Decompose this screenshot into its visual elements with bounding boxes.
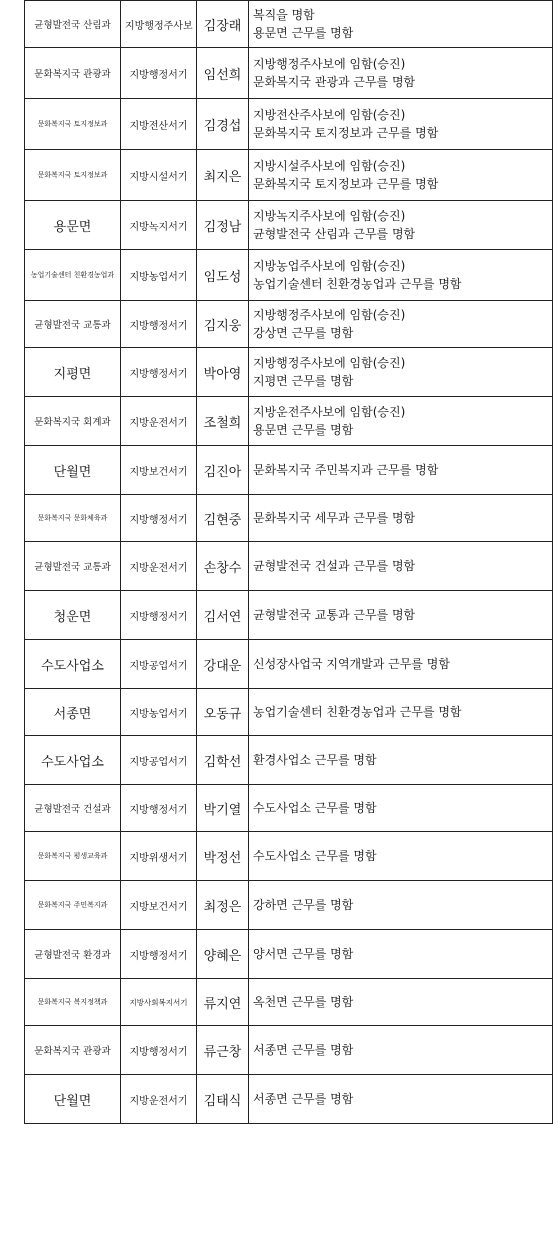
order-cell (249, 150, 553, 201)
name-cell: 오동규 (197, 689, 249, 736)
grade-cell: 지방공업서기 (121, 736, 197, 785)
current-dept-cell: 용문면 (25, 201, 121, 250)
table-row (25, 542, 553, 591)
current-dept-cell: 단월면 (25, 446, 121, 495)
name-cell: 양혜은 (197, 930, 249, 979)
order-line: 균형발전국 산림과 근무를 명함 (253, 227, 416, 241)
grade-cell: 지방행정서기 (121, 591, 197, 640)
table-row (25, 930, 553, 979)
order-line: 수도사업소 근무를 명함 (253, 801, 377, 815)
grade-cell: 지방사회복지서기 (121, 979, 197, 1026)
order-line: 지방행정주사보에 임함(승진) (253, 308, 406, 322)
order-line: 지방운전주사보에 임함(승진) (253, 405, 406, 419)
order-cell (249, 881, 553, 930)
name-cell: 류지연 (197, 979, 249, 1026)
order-cell (249, 832, 553, 881)
order-line: 서종면 근무를 명함 (253, 1092, 354, 1106)
order-line: 균형발전국 교통과 근무를 명함 (253, 608, 416, 622)
order-line: 지평면 근무를 명함 (253, 374, 354, 388)
order-cell (249, 397, 553, 446)
order-line: 지방행정주사보에 임함(승진) (253, 356, 406, 370)
name-cell: 최지은 (197, 150, 249, 201)
grade-cell: 지방공업서기 (121, 640, 197, 689)
name-cell: 강대운 (197, 640, 249, 689)
order-line: 문화복지국 토지정보과 근무를 명함 (253, 126, 439, 140)
grade-cell: 지방운전서기 (121, 397, 197, 446)
name-cell: 김정남 (197, 201, 249, 250)
order-line: 지방시설주사보에 임함(승진) (253, 159, 406, 173)
order-line: 용문면 근무를 명함 (253, 26, 354, 40)
table-row (25, 979, 553, 1026)
name-cell: 박정선 (197, 832, 249, 881)
current-dept-cell: 문화복지국 평생교육과 (25, 832, 121, 881)
order-line: 옥천면 근무를 명함 (253, 995, 354, 1009)
table-row (25, 348, 553, 397)
grade-cell: 지방보건서기 (121, 446, 197, 495)
personnel-table-body (25, 1, 553, 1124)
current-dept-cell: 균형발전국 환경과 (25, 930, 121, 979)
name-cell: 김서연 (197, 591, 249, 640)
current-dept-cell: 문화복지국 회계과 (25, 397, 121, 446)
order-line: 강상면 근무를 명함 (253, 326, 354, 340)
table-row (25, 446, 553, 495)
order-line: 문화복지국 토지정보과 근무를 명함 (253, 177, 439, 191)
table-row (25, 150, 553, 201)
order-line: 서종면 근무를 명함 (253, 1043, 354, 1057)
current-dept-cell: 균형발전국 교통과 (25, 301, 121, 348)
grade-cell: 지방위생서기 (121, 832, 197, 881)
name-cell: 김진아 (197, 446, 249, 495)
grade-cell: 지방농업서기 (121, 250, 197, 301)
current-dept-cell: 청운면 (25, 591, 121, 640)
order-line: 농업기술센터 친환경농업과 근무를 명함 (253, 277, 462, 291)
grade-cell: 지방행정주사보 (121, 1, 197, 48)
name-cell: 류근창 (197, 1026, 249, 1075)
table-row (25, 99, 553, 150)
order-line: 환경사업소 근무를 명함 (253, 753, 377, 767)
current-dept-cell: 문화복지국 주민복지과 (25, 881, 121, 930)
order-cell (249, 640, 553, 689)
table-row (25, 689, 553, 736)
current-dept-cell: 균형발전국 산림과 (25, 1, 121, 48)
name-cell: 박아영 (197, 348, 249, 397)
order-line: 문화복지국 주민복지과 근무를 명함 (253, 463, 439, 477)
order-cell (249, 930, 553, 979)
grade-cell: 지방행정서기 (121, 348, 197, 397)
order-line: 용문면 근무를 명함 (253, 423, 354, 437)
name-cell: 김태식 (197, 1075, 249, 1124)
table-row (25, 48, 553, 99)
order-cell (249, 201, 553, 250)
name-cell: 조철희 (197, 397, 249, 446)
grade-cell: 지방보건서기 (121, 881, 197, 930)
order-line: 복직을 명함 (253, 8, 315, 22)
table-row (25, 881, 553, 930)
current-dept-cell: 문화복지국 문화체육과 (25, 495, 121, 542)
order-line: 양서면 근무를 명함 (253, 947, 354, 961)
table-row (25, 201, 553, 250)
personnel-table (24, 0, 553, 1124)
order-cell (249, 348, 553, 397)
name-cell: 임도성 (197, 250, 249, 301)
grade-cell: 지방시설서기 (121, 150, 197, 201)
order-cell (249, 250, 553, 301)
order-line: 지방농업주사보에 임함(승진) (253, 259, 406, 273)
current-dept-cell: 문화복지국 관광과 (25, 1026, 121, 1075)
order-line: 지방행정주사보에 임함(승진) (253, 57, 406, 71)
grade-cell: 지방행정서기 (121, 301, 197, 348)
name-cell: 최정은 (197, 881, 249, 930)
order-line: 문화복지국 관광과 근무를 명함 (253, 75, 416, 89)
grade-cell: 지방행정서기 (121, 1026, 197, 1075)
order-cell (249, 1026, 553, 1075)
name-cell: 손창수 (197, 542, 249, 591)
order-line: 균형발전국 건설과 근무를 명함 (253, 559, 416, 573)
order-line: 강하면 근무를 명함 (253, 898, 354, 912)
order-cell (249, 591, 553, 640)
order-line: 수도사업소 근무를 명함 (253, 849, 377, 863)
order-line: 지방전산주사보에 임함(승진) (253, 108, 406, 122)
order-cell (249, 1, 553, 48)
current-dept-cell: 문화복지국 토지정보과 (25, 99, 121, 150)
current-dept-cell: 지평면 (25, 348, 121, 397)
order-cell (249, 979, 553, 1026)
order-cell (249, 785, 553, 832)
current-dept-cell: 농업기술센터 친환경농업과 (25, 250, 121, 301)
grade-cell: 지방행정서기 (121, 785, 197, 832)
order-line: 지방녹지주사보에 임함(승진) (253, 209, 406, 223)
order-cell (249, 1075, 553, 1124)
order-line: 문화복지국 세무과 근무를 명함 (253, 511, 416, 525)
order-cell (249, 495, 553, 542)
table-row (25, 785, 553, 832)
table-row (25, 736, 553, 785)
name-cell: 임선희 (197, 48, 249, 99)
name-cell: 김장래 (197, 1, 249, 48)
current-dept-cell: 서종면 (25, 689, 121, 736)
current-dept-cell: 문화복지국 토지정보과 (25, 150, 121, 201)
name-cell: 박기열 (197, 785, 249, 832)
table-row (25, 301, 553, 348)
table-row (25, 1026, 553, 1075)
grade-cell: 지방전산서기 (121, 99, 197, 150)
current-dept-cell: 수도사업소 (25, 736, 121, 785)
order-cell (249, 446, 553, 495)
table-row (25, 1, 553, 48)
name-cell: 김현중 (197, 495, 249, 542)
table-row (25, 495, 553, 542)
order-cell (249, 689, 553, 736)
current-dept-cell: 문화복지국 복지정책과 (25, 979, 121, 1026)
grade-cell: 지방행정서기 (121, 48, 197, 99)
table-row (25, 832, 553, 881)
order-cell (249, 301, 553, 348)
order-line: 신성장사업국 지역개발과 근무를 명함 (253, 657, 450, 671)
name-cell: 김지웅 (197, 301, 249, 348)
current-dept-cell: 수도사업소 (25, 640, 121, 689)
order-cell (249, 736, 553, 785)
current-dept-cell: 단월면 (25, 1075, 121, 1124)
table-row (25, 250, 553, 301)
order-line: 농업기술센터 친환경농업과 근무를 명함 (253, 705, 462, 719)
table-row (25, 397, 553, 446)
grade-cell: 지방행정서기 (121, 495, 197, 542)
name-cell: 김경섭 (197, 99, 249, 150)
current-dept-cell: 균형발전국 교통과 (25, 542, 121, 591)
order-cell (249, 99, 553, 150)
table-row (25, 1075, 553, 1124)
order-cell (249, 542, 553, 591)
table-row (25, 591, 553, 640)
grade-cell: 지방운전서기 (121, 1075, 197, 1124)
order-cell (249, 48, 553, 99)
grade-cell: 지방운전서기 (121, 542, 197, 591)
name-cell: 김학선 (197, 736, 249, 785)
table-row (25, 640, 553, 689)
grade-cell: 지방행정서기 (121, 930, 197, 979)
current-dept-cell: 문화복지국 관광과 (25, 48, 121, 99)
grade-cell: 지방녹지서기 (121, 201, 197, 250)
current-dept-cell: 균형발전국 건설과 (25, 785, 121, 832)
grade-cell: 지방농업서기 (121, 689, 197, 736)
